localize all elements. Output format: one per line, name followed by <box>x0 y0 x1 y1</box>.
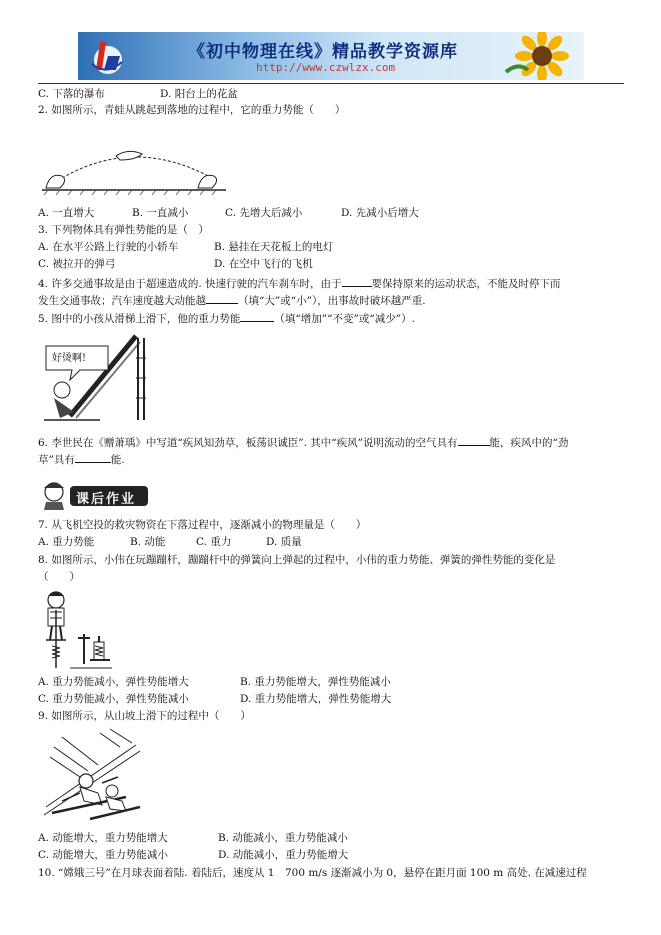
sunflower-icon <box>498 32 578 80</box>
q6-text-c: 草”具有 <box>38 454 75 466</box>
option-b: B. 动能 <box>130 536 166 548</box>
option-a: A. 在水平公路上行驶的小轿车 <box>38 241 179 253</box>
option-d: D. 阳台上的花盆 <box>160 88 238 100</box>
question-9: 9. 如图所示，从山坡上滑下的过程中（ ） <box>38 710 251 722</box>
question-3: 3. 下列物体具有弹性势能的是（ ） <box>38 224 209 236</box>
answer-blank[interactable] <box>75 452 111 463</box>
option-c: C. 重力势能减小，弹性势能减小 <box>38 693 189 705</box>
question-10: 10. “嫦娥三号”在月球表面着陆. 着陆后，速度从 1 700 m/s 逐渐减小为 0，悬停在距月面 100 m 高处. 在减速过程 <box>38 867 587 879</box>
question-5 <box>38 311 415 326</box>
option-a: A. 一直增大 <box>38 207 95 219</box>
homework-label: 课后作业 <box>76 492 137 507</box>
q4-text-b: 要保持原来的运动状态，不能及时停下而 <box>371 278 561 290</box>
logo-icon <box>86 36 126 76</box>
q6-text-b: 能，疾风中的“劲 <box>489 437 569 449</box>
option-d: D. 重力势能增大，弹性势能增大 <box>240 693 392 705</box>
banner-url[interactable]: http://www.czwlzx.com <box>256 61 396 74</box>
option-c: C. 动能增大，重力势能减小 <box>38 849 168 861</box>
pogo-stick-figure <box>40 588 116 672</box>
option-d: D. 在空中飞行的飞机 <box>214 258 313 270</box>
option-c: C. 被拉开的弹弓 <box>38 258 116 270</box>
option-b: B. 动能减小，重力势能减小 <box>218 832 348 844</box>
speech-bubble-text: 好烫啊! <box>52 353 87 364</box>
option-b: B. 重力势能增大，弹性势能减小 <box>240 676 391 688</box>
answer-blank[interactable] <box>206 293 238 304</box>
option-d: D. 质量 <box>266 536 302 548</box>
option-b: B. 一直减小 <box>132 207 189 219</box>
answer-blank[interactable] <box>342 276 372 287</box>
question-6-line-2 <box>38 452 125 467</box>
option-a: A. 重力势能 <box>38 536 95 548</box>
q4-text-a: 4. 许多交通事故是由于超速造成的. 快速行驶的汽车刹车时，由于 <box>38 278 342 290</box>
question-8-line-2: （ ） <box>38 571 80 583</box>
q5-text-b: （填“增加”“不变”或“减少”）. <box>274 313 415 325</box>
question-8-line-1: 8. 如图所示，小伟在玩蹦蹦杆，蹦蹦杆中的弹簧向上弹起的过程中，小伟的重力势能、弹簧的弹性势能的变化是 <box>38 554 556 566</box>
option-d: D. 动能减小，重力势能增大 <box>218 849 349 861</box>
question-4-line-2 <box>38 293 426 308</box>
option-d: D. 先减小后增大 <box>341 207 419 219</box>
slide-figure <box>40 328 150 424</box>
answer-blank[interactable] <box>240 311 274 322</box>
option-c: C. 下落的瀑布 <box>38 88 105 100</box>
option-b: B. 悬挂在天花板上的电灯 <box>214 241 334 253</box>
q6-text-a: 6. 李世民在《赠萧瑀》中写道“疾风知劲草，板荡识诚臣”. 其中“疾风”说明流动的空气具有 <box>38 437 458 449</box>
question-6-line-1 <box>38 435 568 450</box>
header-rule <box>38 83 624 84</box>
q4-text-d: （填“大”或“小”），出事故时破坏越严重. <box>238 295 426 307</box>
option-a: A. 动能增大，重力势能增大 <box>38 832 168 844</box>
q4-text-c: 发生交通事故；汽车速度越大动能越 <box>38 295 206 307</box>
homework-banner <box>40 480 150 510</box>
q6-text-d: 能. <box>110 454 125 466</box>
q5-text-a: 5. 图中的小孩从滑梯上滑下，他的重力势能 <box>38 313 241 325</box>
answer-blank[interactable] <box>458 435 490 446</box>
question-7: 7. 从飞机空投的救灾物资在下落过程中，逐渐减小的物理量是（ ） <box>38 519 367 531</box>
frog-jump-figure <box>40 142 228 196</box>
option-c: C. 先增大后减小 <box>225 207 303 219</box>
banner-title: 《初中物理在线》精品教学资源库 <box>188 42 458 62</box>
option-c: C. 重力 <box>196 536 232 548</box>
skiing-figure <box>40 727 144 823</box>
question-2: 2. 如图所示，青蛙从跳起到落地的过程中，它的重力势能（ ） <box>38 104 346 116</box>
question-4-line-1 <box>38 276 561 291</box>
option-a: A. 重力势能减小，弹性势能增大 <box>38 676 189 688</box>
header-banner <box>78 32 584 80</box>
